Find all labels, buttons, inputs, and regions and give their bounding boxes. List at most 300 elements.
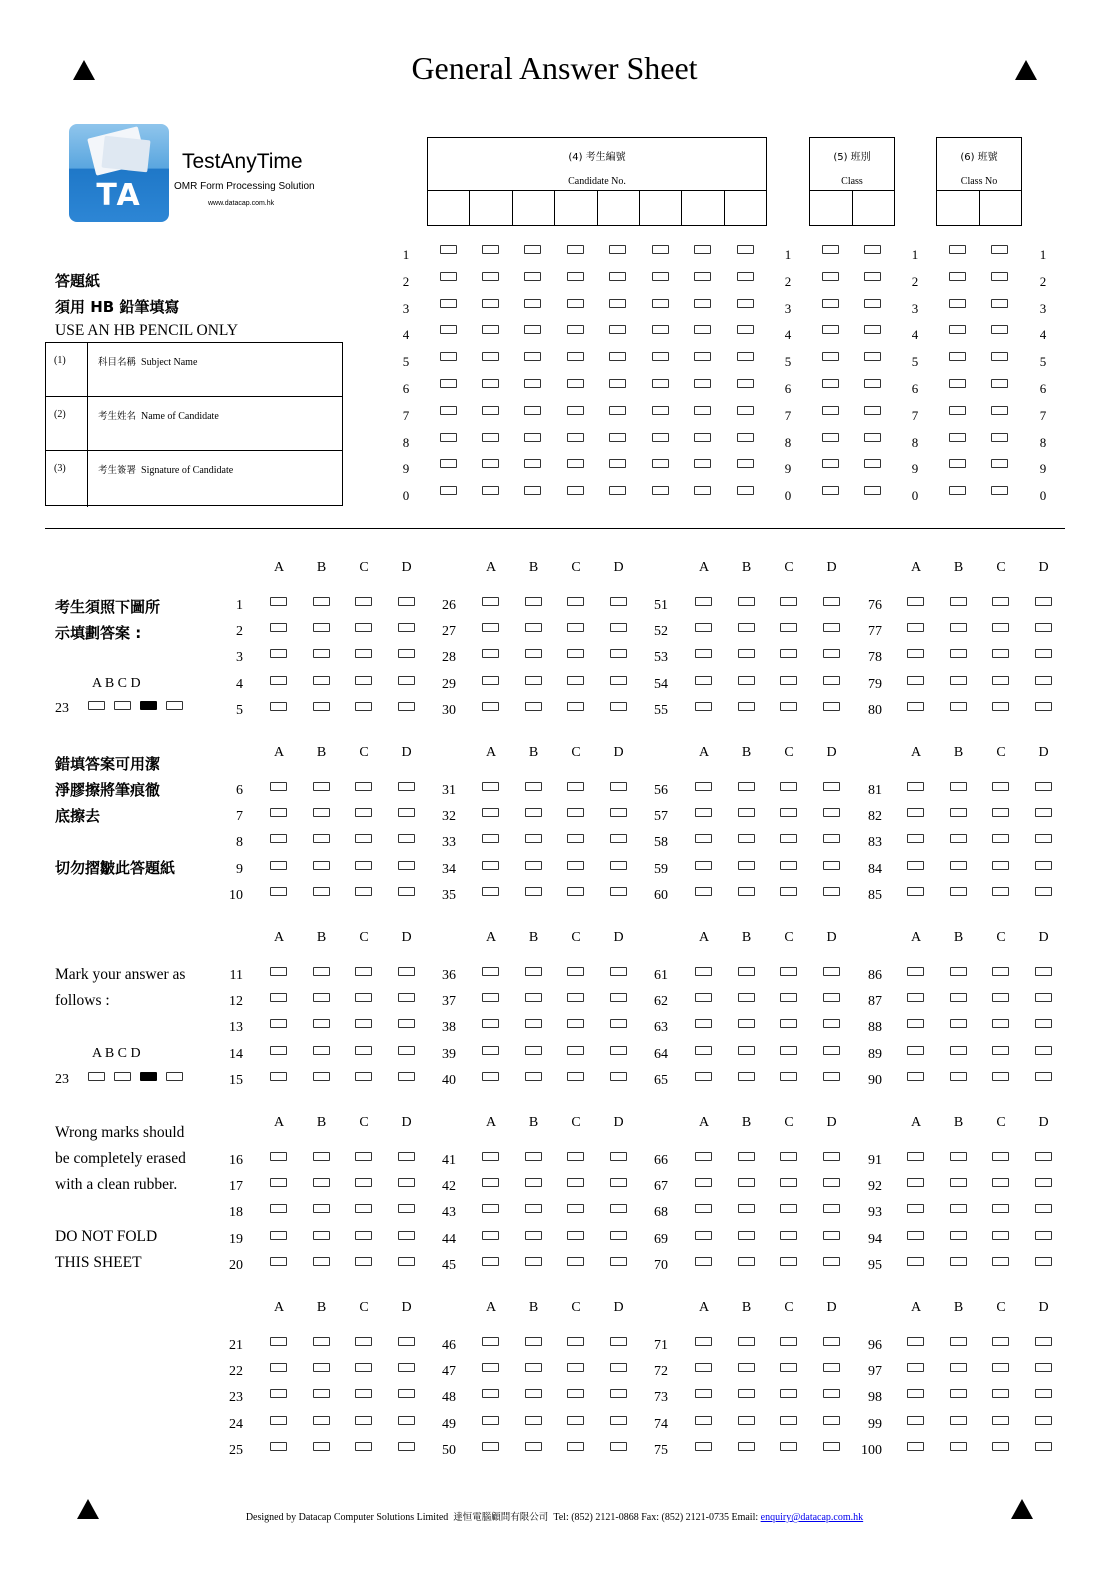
answer-bubble-b[interactable] bbox=[313, 702, 330, 711]
answer-bubble-a[interactable] bbox=[907, 1178, 924, 1187]
answer-bubble-b[interactable] bbox=[738, 887, 755, 896]
candidate-no-bubble[interactable] bbox=[737, 272, 754, 281]
answer-bubble-b[interactable] bbox=[738, 834, 755, 843]
answer-bubble-b[interactable] bbox=[313, 1416, 330, 1425]
class-bubble[interactable] bbox=[822, 245, 839, 254]
answer-bubble-d[interactable] bbox=[1035, 702, 1052, 711]
candidate-signature-field[interactable] bbox=[46, 451, 342, 507]
answer-bubble-c[interactable] bbox=[567, 1019, 584, 1028]
answer-bubble-d[interactable] bbox=[610, 993, 627, 1002]
answer-bubble-c[interactable] bbox=[355, 1178, 372, 1187]
class-bubble[interactable] bbox=[864, 352, 881, 361]
answer-bubble-c[interactable] bbox=[567, 1231, 584, 1240]
answer-bubble-a[interactable] bbox=[907, 1363, 924, 1372]
answer-bubble-b[interactable] bbox=[313, 676, 330, 685]
answer-bubble-c[interactable] bbox=[780, 623, 797, 632]
candidate-no-bubble[interactable] bbox=[567, 272, 584, 281]
answer-bubble-b[interactable] bbox=[738, 782, 755, 791]
answer-bubble-a[interactable] bbox=[695, 597, 712, 606]
class-bubble[interactable] bbox=[822, 299, 839, 308]
answer-bubble-b[interactable] bbox=[313, 1152, 330, 1161]
answer-bubble-c[interactable] bbox=[992, 834, 1009, 843]
answer-bubble-c[interactable] bbox=[992, 1363, 1009, 1372]
answer-bubble-c[interactable] bbox=[780, 1231, 797, 1240]
answer-bubble-d[interactable] bbox=[398, 834, 415, 843]
answer-bubble-c[interactable] bbox=[780, 967, 797, 976]
answer-bubble-c[interactable] bbox=[780, 702, 797, 711]
answer-bubble-c[interactable] bbox=[355, 782, 372, 791]
class-no-bubble[interactable] bbox=[991, 299, 1008, 308]
answer-bubble-a[interactable] bbox=[270, 834, 287, 843]
answer-bubble-c[interactable] bbox=[355, 702, 372, 711]
candidate-no-bubble[interactable] bbox=[567, 245, 584, 254]
answer-bubble-b[interactable] bbox=[950, 834, 967, 843]
candidate-no-bubble[interactable] bbox=[440, 325, 457, 334]
answer-bubble-d[interactable] bbox=[823, 1046, 840, 1055]
candidate-no-bubble[interactable] bbox=[609, 272, 626, 281]
answer-bubble-d[interactable] bbox=[1035, 597, 1052, 606]
answer-bubble-d[interactable] bbox=[823, 597, 840, 606]
class-no-bubble[interactable] bbox=[991, 486, 1008, 495]
answer-bubble-c[interactable] bbox=[780, 782, 797, 791]
answer-bubble-c[interactable] bbox=[355, 808, 372, 817]
subject-name-field[interactable] bbox=[46, 343, 342, 397]
answer-bubble-b[interactable] bbox=[950, 1231, 967, 1240]
answer-bubble-b[interactable] bbox=[313, 782, 330, 791]
candidate-no-bubble[interactable] bbox=[609, 299, 626, 308]
answer-bubble-b[interactable] bbox=[738, 967, 755, 976]
answer-bubble-a[interactable] bbox=[270, 623, 287, 632]
answer-bubble-b[interactable] bbox=[950, 1072, 967, 1081]
answer-bubble-b[interactable] bbox=[313, 993, 330, 1002]
candidate-no-bubble[interactable] bbox=[440, 272, 457, 281]
answer-bubble-b[interactable] bbox=[525, 1389, 542, 1398]
answer-bubble-b[interactable] bbox=[313, 1072, 330, 1081]
answer-bubble-a[interactable] bbox=[270, 676, 287, 685]
answer-bubble-c[interactable] bbox=[355, 597, 372, 606]
answer-bubble-b[interactable] bbox=[313, 597, 330, 606]
answer-bubble-c[interactable] bbox=[355, 623, 372, 632]
answer-bubble-d[interactable] bbox=[398, 1178, 415, 1187]
answer-bubble-c[interactable] bbox=[355, 1204, 372, 1213]
answer-bubble-c[interactable] bbox=[780, 649, 797, 658]
answer-bubble-c[interactable] bbox=[355, 1257, 372, 1266]
answer-bubble-a[interactable] bbox=[482, 1442, 499, 1451]
answer-bubble-d[interactable] bbox=[398, 1046, 415, 1055]
answer-bubble-a[interactable] bbox=[907, 1152, 924, 1161]
answer-bubble-b[interactable] bbox=[525, 649, 542, 658]
answer-bubble-d[interactable] bbox=[398, 702, 415, 711]
candidate-no-bubble[interactable] bbox=[609, 379, 626, 388]
answer-bubble-d[interactable] bbox=[398, 887, 415, 896]
answer-bubble-a[interactable] bbox=[482, 1152, 499, 1161]
answer-bubble-c[interactable] bbox=[992, 1204, 1009, 1213]
candidate-no-bubble[interactable] bbox=[737, 459, 754, 468]
answer-bubble-c[interactable] bbox=[992, 702, 1009, 711]
class-no-bubble[interactable] bbox=[949, 352, 966, 361]
answer-bubble-d[interactable] bbox=[1035, 808, 1052, 817]
answer-bubble-d[interactable] bbox=[1035, 1337, 1052, 1346]
candidate-no-bubble[interactable] bbox=[737, 486, 754, 495]
candidate-no-bubble[interactable] bbox=[652, 486, 669, 495]
answer-bubble-a[interactable] bbox=[270, 993, 287, 1002]
answer-bubble-d[interactable] bbox=[1035, 1442, 1052, 1451]
answer-bubble-a[interactable] bbox=[482, 702, 499, 711]
answer-bubble-d[interactable] bbox=[1035, 1257, 1052, 1266]
answer-bubble-b[interactable] bbox=[738, 1152, 755, 1161]
answer-bubble-d[interactable] bbox=[610, 1178, 627, 1187]
class-no-bubble[interactable] bbox=[991, 352, 1008, 361]
answer-bubble-b[interactable] bbox=[525, 1072, 542, 1081]
answer-bubble-a[interactable] bbox=[482, 861, 499, 870]
answer-bubble-d[interactable] bbox=[610, 623, 627, 632]
answer-bubble-b[interactable] bbox=[525, 702, 542, 711]
answer-bubble-b[interactable] bbox=[950, 1416, 967, 1425]
answer-bubble-c[interactable] bbox=[355, 1363, 372, 1372]
answer-bubble-a[interactable] bbox=[695, 1363, 712, 1372]
answer-bubble-d[interactable] bbox=[398, 649, 415, 658]
answer-bubble-a[interactable] bbox=[695, 834, 712, 843]
answer-bubble-b[interactable] bbox=[738, 1257, 755, 1266]
answer-bubble-d[interactable] bbox=[1035, 1152, 1052, 1161]
answer-bubble-a[interactable] bbox=[482, 1337, 499, 1346]
answer-bubble-b[interactable] bbox=[738, 1019, 755, 1028]
answer-bubble-a[interactable] bbox=[270, 967, 287, 976]
answer-bubble-d[interactable] bbox=[823, 1204, 840, 1213]
answer-bubble-d[interactable] bbox=[1035, 782, 1052, 791]
answer-bubble-b[interactable] bbox=[738, 1442, 755, 1451]
answer-bubble-a[interactable] bbox=[695, 861, 712, 870]
candidate-no-bubble[interactable] bbox=[694, 245, 711, 254]
answer-bubble-c[interactable] bbox=[567, 1337, 584, 1346]
answer-bubble-c[interactable] bbox=[355, 887, 372, 896]
class-no-bubble[interactable] bbox=[991, 433, 1008, 442]
class-bubble[interactable] bbox=[822, 459, 839, 468]
candidate-no-bubble[interactable] bbox=[440, 433, 457, 442]
answer-bubble-d[interactable] bbox=[610, 1389, 627, 1398]
answer-bubble-b[interactable] bbox=[950, 1019, 967, 1028]
answer-bubble-c[interactable] bbox=[355, 1389, 372, 1398]
candidate-no-bubble[interactable] bbox=[694, 352, 711, 361]
class-no-bubble[interactable] bbox=[991, 459, 1008, 468]
answer-bubble-d[interactable] bbox=[398, 1442, 415, 1451]
answer-bubble-d[interactable] bbox=[610, 1416, 627, 1425]
answer-bubble-b[interactable] bbox=[313, 1231, 330, 1240]
answer-bubble-a[interactable] bbox=[695, 649, 712, 658]
candidate-no-bubble[interactable] bbox=[567, 406, 584, 415]
candidate-no-bubble[interactable] bbox=[694, 406, 711, 415]
answer-bubble-c[interactable] bbox=[567, 1363, 584, 1372]
answer-bubble-d[interactable] bbox=[610, 1257, 627, 1266]
candidate-no-bubble[interactable] bbox=[737, 245, 754, 254]
answer-bubble-c[interactable] bbox=[780, 861, 797, 870]
answer-bubble-d[interactable] bbox=[398, 1257, 415, 1266]
answer-bubble-d[interactable] bbox=[398, 676, 415, 685]
answer-bubble-b[interactable] bbox=[313, 1204, 330, 1213]
answer-bubble-b[interactable] bbox=[738, 1178, 755, 1187]
class-no-bubble[interactable] bbox=[949, 486, 966, 495]
answer-bubble-b[interactable] bbox=[950, 782, 967, 791]
answer-bubble-b[interactable] bbox=[525, 1178, 542, 1187]
answer-bubble-a[interactable] bbox=[907, 808, 924, 817]
answer-bubble-a[interactable] bbox=[907, 1442, 924, 1451]
answer-bubble-a[interactable] bbox=[695, 1442, 712, 1451]
answer-bubble-b[interactable] bbox=[738, 861, 755, 870]
answer-bubble-d[interactable] bbox=[823, 1231, 840, 1240]
candidate-no-bubble[interactable] bbox=[609, 245, 626, 254]
answer-bubble-c[interactable] bbox=[780, 1337, 797, 1346]
answer-bubble-c[interactable] bbox=[780, 834, 797, 843]
answer-bubble-c[interactable] bbox=[355, 1416, 372, 1425]
answer-bubble-a[interactable] bbox=[482, 1019, 499, 1028]
answer-bubble-c[interactable] bbox=[567, 887, 584, 896]
answer-bubble-d[interactable] bbox=[823, 1389, 840, 1398]
answer-bubble-d[interactable] bbox=[823, 1337, 840, 1346]
answer-bubble-b[interactable] bbox=[738, 623, 755, 632]
candidate-no-bubble[interactable] bbox=[482, 299, 499, 308]
candidate-no-bubble[interactable] bbox=[694, 325, 711, 334]
class-bubble[interactable] bbox=[864, 272, 881, 281]
answer-bubble-a[interactable] bbox=[482, 1178, 499, 1187]
answer-bubble-d[interactable] bbox=[610, 649, 627, 658]
class-no-bubble[interactable] bbox=[949, 433, 966, 442]
class-no-bubble[interactable] bbox=[949, 272, 966, 281]
answer-bubble-d[interactable] bbox=[610, 1231, 627, 1240]
answer-bubble-d[interactable] bbox=[610, 1072, 627, 1081]
candidate-no-bubble[interactable] bbox=[694, 379, 711, 388]
class-bubble[interactable] bbox=[822, 379, 839, 388]
candidate-no-bubble[interactable] bbox=[482, 433, 499, 442]
answer-bubble-a[interactable] bbox=[907, 702, 924, 711]
candidate-no-bubble[interactable] bbox=[694, 299, 711, 308]
answer-bubble-c[interactable] bbox=[355, 1337, 372, 1346]
answer-bubble-a[interactable] bbox=[907, 597, 924, 606]
answer-bubble-c[interactable] bbox=[567, 967, 584, 976]
class-no-bubble[interactable] bbox=[949, 299, 966, 308]
answer-bubble-a[interactable] bbox=[907, 1231, 924, 1240]
answer-bubble-a[interactable] bbox=[695, 1152, 712, 1161]
answer-bubble-c[interactable] bbox=[992, 993, 1009, 1002]
answer-bubble-a[interactable] bbox=[907, 1019, 924, 1028]
answer-bubble-b[interactable] bbox=[525, 887, 542, 896]
answer-bubble-d[interactable] bbox=[823, 1416, 840, 1425]
answer-bubble-c[interactable] bbox=[567, 1046, 584, 1055]
answer-bubble-a[interactable] bbox=[482, 808, 499, 817]
answer-bubble-d[interactable] bbox=[823, 1257, 840, 1266]
answer-bubble-c[interactable] bbox=[992, 887, 1009, 896]
answer-bubble-b[interactable] bbox=[950, 808, 967, 817]
answer-bubble-c[interactable] bbox=[780, 597, 797, 606]
class-no-bubble[interactable] bbox=[949, 245, 966, 254]
candidate-name-field[interactable] bbox=[46, 397, 342, 451]
answer-bubble-a[interactable] bbox=[482, 649, 499, 658]
class-bubble[interactable] bbox=[864, 379, 881, 388]
answer-bubble-a[interactable] bbox=[482, 623, 499, 632]
answer-bubble-b[interactable] bbox=[525, 1337, 542, 1346]
answer-bubble-d[interactable] bbox=[1035, 861, 1052, 870]
answer-bubble-d[interactable] bbox=[610, 702, 627, 711]
answer-bubble-c[interactable] bbox=[992, 1337, 1009, 1346]
answer-bubble-d[interactable] bbox=[823, 676, 840, 685]
answer-bubble-b[interactable] bbox=[950, 1152, 967, 1161]
class-no-bubble[interactable] bbox=[991, 325, 1008, 334]
answer-bubble-a[interactable] bbox=[695, 1178, 712, 1187]
answer-bubble-a[interactable] bbox=[270, 1337, 287, 1346]
class-bubble[interactable] bbox=[822, 325, 839, 334]
answer-bubble-d[interactable] bbox=[1035, 993, 1052, 1002]
answer-bubble-a[interactable] bbox=[270, 1257, 287, 1266]
answer-bubble-d[interactable] bbox=[610, 1046, 627, 1055]
answer-bubble-a[interactable] bbox=[270, 1072, 287, 1081]
answer-bubble-d[interactable] bbox=[823, 808, 840, 817]
answer-bubble-d[interactable] bbox=[398, 782, 415, 791]
answer-bubble-c[interactable] bbox=[992, 1178, 1009, 1187]
answer-bubble-b[interactable] bbox=[313, 1046, 330, 1055]
candidate-no-bubble[interactable] bbox=[567, 433, 584, 442]
answer-bubble-a[interactable] bbox=[695, 1389, 712, 1398]
answer-bubble-b[interactable] bbox=[950, 861, 967, 870]
answer-bubble-b[interactable] bbox=[525, 993, 542, 1002]
candidate-no-bubble[interactable] bbox=[737, 299, 754, 308]
answer-bubble-a[interactable] bbox=[482, 1363, 499, 1372]
answer-bubble-d[interactable] bbox=[1035, 1363, 1052, 1372]
answer-bubble-a[interactable] bbox=[482, 887, 499, 896]
answer-bubble-b[interactable] bbox=[950, 967, 967, 976]
answer-bubble-c[interactable] bbox=[355, 676, 372, 685]
answer-bubble-d[interactable] bbox=[823, 967, 840, 976]
answer-bubble-a[interactable] bbox=[482, 1046, 499, 1055]
answer-bubble-b[interactable] bbox=[738, 993, 755, 1002]
candidate-no-bubble[interactable] bbox=[609, 352, 626, 361]
answer-bubble-a[interactable] bbox=[482, 782, 499, 791]
answer-bubble-d[interactable] bbox=[1035, 834, 1052, 843]
class-bubble[interactable] bbox=[864, 459, 881, 468]
answer-bubble-a[interactable] bbox=[482, 597, 499, 606]
answer-bubble-a[interactable] bbox=[270, 1204, 287, 1213]
candidate-no-bubble[interactable] bbox=[440, 379, 457, 388]
class-no-bubble[interactable] bbox=[949, 406, 966, 415]
answer-bubble-d[interactable] bbox=[610, 1152, 627, 1161]
answer-bubble-c[interactable] bbox=[355, 993, 372, 1002]
answer-bubble-c[interactable] bbox=[567, 1178, 584, 1187]
class-bubble[interactable] bbox=[864, 325, 881, 334]
answer-bubble-d[interactable] bbox=[823, 702, 840, 711]
answer-bubble-b[interactable] bbox=[738, 649, 755, 658]
answer-bubble-b[interactable] bbox=[525, 1231, 542, 1240]
answer-bubble-b[interactable] bbox=[950, 1204, 967, 1213]
answer-bubble-c[interactable] bbox=[780, 1046, 797, 1055]
class-no-bubble[interactable] bbox=[949, 459, 966, 468]
answer-bubble-d[interactable] bbox=[398, 967, 415, 976]
answer-bubble-c[interactable] bbox=[567, 808, 584, 817]
answer-bubble-b[interactable] bbox=[950, 1337, 967, 1346]
answer-bubble-a[interactable] bbox=[270, 1442, 287, 1451]
answer-bubble-c[interactable] bbox=[992, 1072, 1009, 1081]
class-no-bubble[interactable] bbox=[991, 406, 1008, 415]
answer-bubble-a[interactable] bbox=[270, 1152, 287, 1161]
answer-bubble-c[interactable] bbox=[355, 1442, 372, 1451]
answer-bubble-c[interactable] bbox=[992, 1152, 1009, 1161]
answer-bubble-b[interactable] bbox=[738, 676, 755, 685]
answer-bubble-b[interactable] bbox=[950, 1046, 967, 1055]
answer-bubble-d[interactable] bbox=[610, 597, 627, 606]
answer-bubble-a[interactable] bbox=[482, 967, 499, 976]
candidate-no-bubble[interactable] bbox=[737, 433, 754, 442]
answer-bubble-a[interactable] bbox=[907, 1204, 924, 1213]
answer-bubble-c[interactable] bbox=[567, 1257, 584, 1266]
class-bubble[interactable] bbox=[822, 406, 839, 415]
answer-bubble-d[interactable] bbox=[398, 1152, 415, 1161]
answer-bubble-d[interactable] bbox=[1035, 1204, 1052, 1213]
answer-bubble-b[interactable] bbox=[738, 1416, 755, 1425]
answer-bubble-b[interactable] bbox=[950, 1389, 967, 1398]
answer-bubble-a[interactable] bbox=[270, 887, 287, 896]
answer-bubble-a[interactable] bbox=[270, 1231, 287, 1240]
answer-bubble-a[interactable] bbox=[695, 702, 712, 711]
class-no-bubble[interactable] bbox=[991, 245, 1008, 254]
answer-bubble-d[interactable] bbox=[1035, 967, 1052, 976]
answer-bubble-c[interactable] bbox=[992, 861, 1009, 870]
answer-bubble-b[interactable] bbox=[950, 676, 967, 685]
answer-bubble-d[interactable] bbox=[823, 782, 840, 791]
answer-bubble-c[interactable] bbox=[780, 1152, 797, 1161]
answer-bubble-b[interactable] bbox=[950, 1442, 967, 1451]
answer-bubble-d[interactable] bbox=[1035, 676, 1052, 685]
candidate-no-bubble[interactable] bbox=[440, 245, 457, 254]
candidate-no-bubble[interactable] bbox=[652, 299, 669, 308]
answer-bubble-a[interactable] bbox=[270, 1363, 287, 1372]
answer-bubble-b[interactable] bbox=[525, 597, 542, 606]
answer-bubble-b[interactable] bbox=[738, 1072, 755, 1081]
answer-bubble-d[interactable] bbox=[823, 861, 840, 870]
answer-bubble-a[interactable] bbox=[695, 808, 712, 817]
answer-bubble-c[interactable] bbox=[567, 861, 584, 870]
candidate-no-bubble[interactable] bbox=[567, 299, 584, 308]
answer-bubble-d[interactable] bbox=[823, 834, 840, 843]
answer-bubble-d[interactable] bbox=[610, 676, 627, 685]
answer-bubble-c[interactable] bbox=[567, 597, 584, 606]
answer-bubble-c[interactable] bbox=[567, 623, 584, 632]
answer-bubble-c[interactable] bbox=[567, 702, 584, 711]
answer-bubble-a[interactable] bbox=[695, 1416, 712, 1425]
answer-bubble-b[interactable] bbox=[313, 1389, 330, 1398]
answer-bubble-a[interactable] bbox=[695, 967, 712, 976]
answer-bubble-d[interactable] bbox=[398, 1072, 415, 1081]
candidate-no-bubble[interactable] bbox=[567, 325, 584, 334]
answer-bubble-b[interactable] bbox=[525, 1442, 542, 1451]
class-bubble[interactable] bbox=[822, 433, 839, 442]
candidate-no-bubble[interactable] bbox=[440, 406, 457, 415]
candidate-no-bubble[interactable] bbox=[482, 486, 499, 495]
candidate-no-bubble[interactable] bbox=[737, 352, 754, 361]
answer-bubble-d[interactable] bbox=[610, 967, 627, 976]
candidate-no-bubble[interactable] bbox=[440, 486, 457, 495]
answer-bubble-c[interactable] bbox=[780, 1416, 797, 1425]
answer-bubble-d[interactable] bbox=[823, 1178, 840, 1187]
answer-bubble-b[interactable] bbox=[313, 623, 330, 632]
answer-bubble-c[interactable] bbox=[567, 782, 584, 791]
answer-bubble-d[interactable] bbox=[398, 1019, 415, 1028]
answer-bubble-a[interactable] bbox=[482, 1257, 499, 1266]
answer-bubble-c[interactable] bbox=[992, 1389, 1009, 1398]
answer-bubble-a[interactable] bbox=[907, 1072, 924, 1081]
answer-bubble-c[interactable] bbox=[780, 1204, 797, 1213]
answer-bubble-b[interactable] bbox=[313, 1442, 330, 1451]
answer-bubble-a[interactable] bbox=[695, 782, 712, 791]
answer-bubble-a[interactable] bbox=[482, 834, 499, 843]
answer-bubble-a[interactable] bbox=[695, 1231, 712, 1240]
candidate-no-bubble[interactable] bbox=[652, 379, 669, 388]
